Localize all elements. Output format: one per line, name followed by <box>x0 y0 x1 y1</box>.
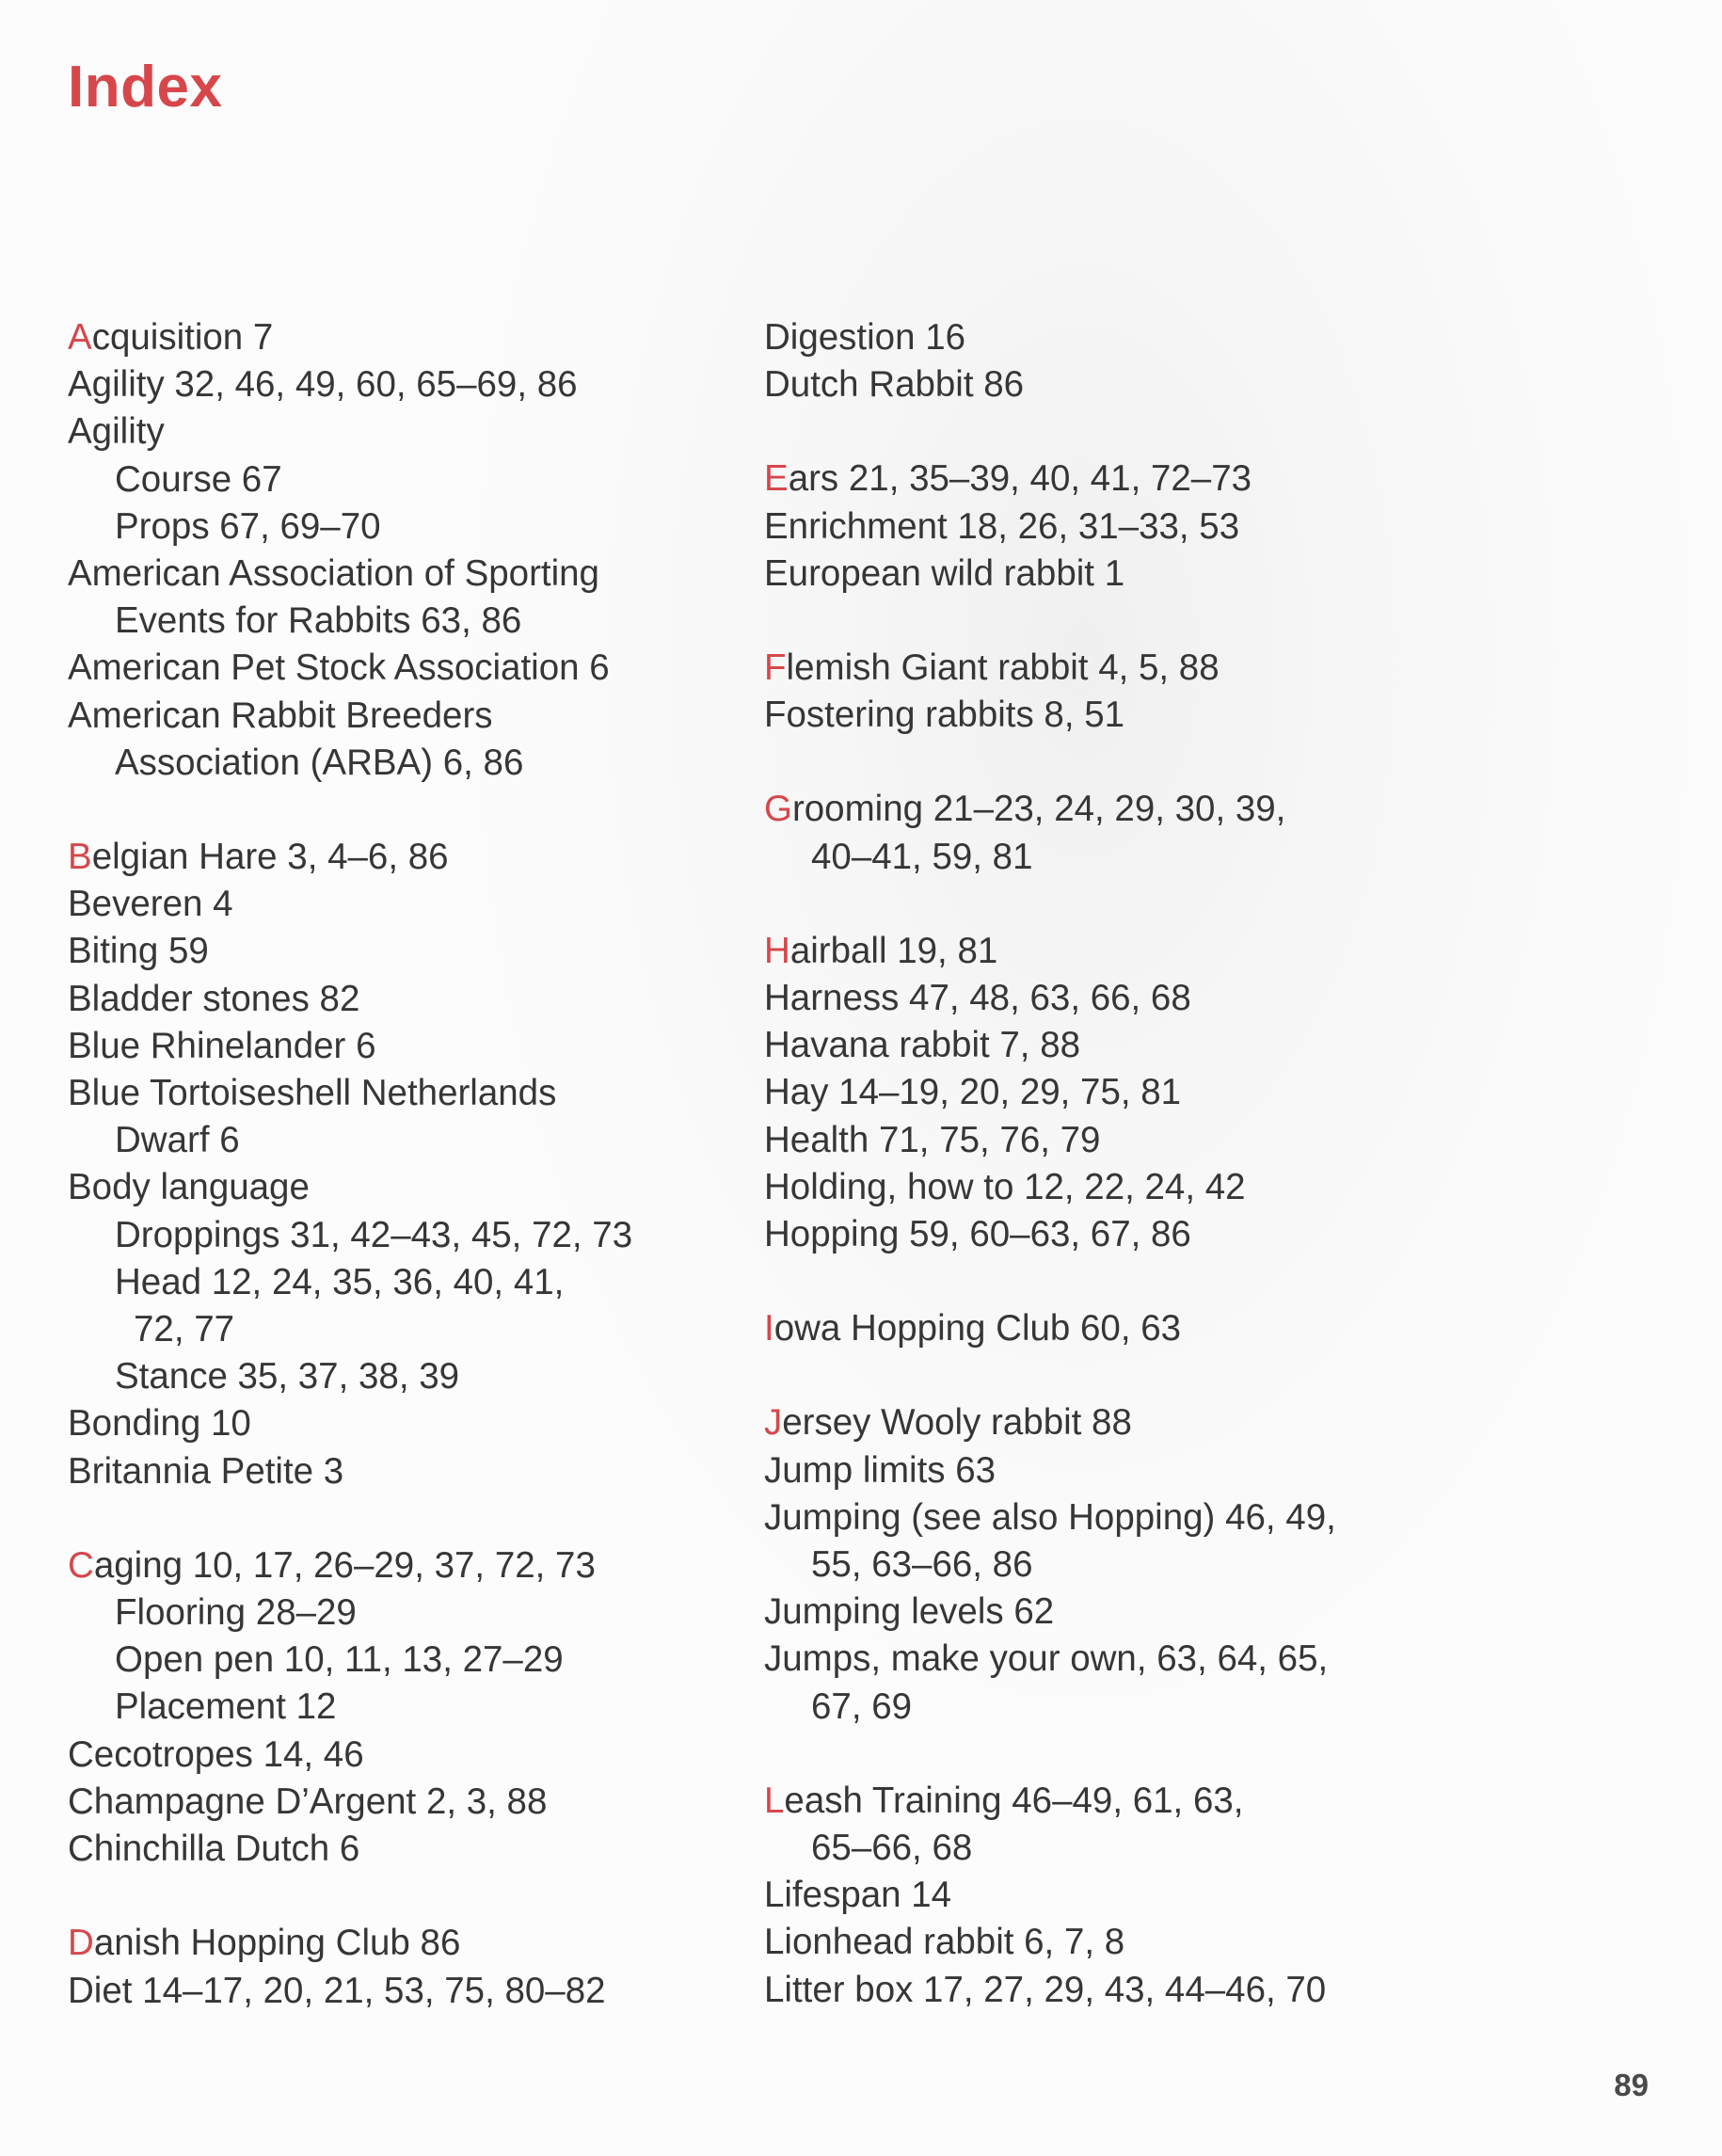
index-entry <box>764 455 1442 503</box>
index-entry-text: Props 67, 69–70 <box>115 505 381 547</box>
index-entry-continuation <box>68 1306 745 1353</box>
index-entry <box>68 976 745 1023</box>
index-entry <box>68 551 745 598</box>
index-entry-text: Jumping levels 62 <box>764 1591 1055 1633</box>
section-letter: G <box>764 789 792 830</box>
index-entry <box>764 314 1442 361</box>
index-entry-continuation <box>68 740 745 787</box>
index-letter-group <box>764 455 1442 598</box>
index-entry-text: Chinchilla Dutch 6 <box>68 1829 360 1870</box>
index-entry-text: 72, 77 <box>134 1309 235 1350</box>
index-entry <box>764 928 1442 975</box>
index-entry-text: Jumps, make your own, 63, 64, 65, <box>764 1638 1329 1680</box>
index-entry <box>764 361 1442 408</box>
index-entry <box>68 1542 745 1589</box>
index-entry <box>68 1400 745 1447</box>
index-entry <box>764 1399 1442 1446</box>
index-entry-text: American Rabbit Breeders <box>68 695 493 736</box>
index-entry-text: Dwarf 6 <box>115 1120 240 1161</box>
index-entry <box>68 361 745 408</box>
index-entry-continuation <box>68 1117 745 1164</box>
index-letter-group <box>764 314 1442 408</box>
index-entry-text: Dutch Rabbit 86 <box>764 364 1025 406</box>
index-entry-text: Britannia Petite 3 <box>68 1450 344 1492</box>
index-entry <box>68 1920 745 1967</box>
index-entry-text: Digestion 16 <box>764 317 966 358</box>
index-entry-text: elgian Hare 3, 4–6, 86 <box>91 837 449 878</box>
index-entry-text: Placement 12 <box>115 1686 337 1728</box>
index-entry-text: Jumping (see also Hopping) 46, 49, <box>764 1496 1336 1538</box>
index-subentry <box>68 1353 745 1400</box>
index-subentry <box>68 1259 745 1306</box>
section-letter: D <box>68 1923 94 1964</box>
index-entry-text: Flooring 28–29 <box>115 1592 357 1634</box>
index-entry-text: anish Hopping Club 86 <box>93 1923 461 1964</box>
index-entry <box>764 1069 1442 1116</box>
index-entry-text: Lifespan 14 <box>764 1875 952 1916</box>
index-entry <box>764 1022 1442 1069</box>
section-letter: F <box>764 647 787 689</box>
index-entry-text: 65–66, 68 <box>811 1828 973 1869</box>
index-entry-text: airball 19, 81 <box>789 930 998 971</box>
index-entry <box>68 1164 745 1211</box>
index-letter-group <box>764 645 1442 739</box>
index-entry <box>68 1826 745 1873</box>
index-entry-text: Fostering rabbits 8, 51 <box>764 695 1125 736</box>
index-entry <box>68 645 745 692</box>
index-entry <box>764 645 1442 692</box>
index-letter-group <box>764 786 1442 880</box>
section-letter: I <box>764 1308 774 1349</box>
index-entry <box>68 1023 745 1070</box>
index-entry-text: Agility 32, 46, 49, 60, 65–69, 86 <box>68 364 578 406</box>
index-letter-group <box>764 1778 1442 2014</box>
index-entry <box>764 1447 1442 1494</box>
index-entry-continuation <box>764 1541 1442 1589</box>
index-entry <box>764 786 1442 833</box>
index-entry-text: Blue Tortoiseshell Netherlands <box>68 1073 557 1114</box>
index-entry-text: Hopping 59, 60–63, 67, 86 <box>764 1214 1191 1255</box>
index-entry-text: Health 71, 75, 76, 79 <box>764 1119 1101 1160</box>
index-entry-text: Course 67 <box>115 458 282 500</box>
index-entry <box>764 1636 1442 1683</box>
index-entry <box>68 1070 745 1117</box>
section-letter: J <box>764 1402 783 1444</box>
index-entry-continuation <box>764 1684 1442 1731</box>
index-subentry <box>68 456 745 503</box>
index-entry-text: owa Hopping Club 60, 63 <box>773 1308 1182 1349</box>
index-entry-text: ersey Wooly rabbit 88 <box>782 1402 1132 1444</box>
index-entry-text: American Pet Stock Association 6 <box>68 647 610 689</box>
index-entry <box>764 1211 1442 1258</box>
section-letter: H <box>764 930 790 971</box>
index-subentry <box>68 503 745 551</box>
index-entry-continuation <box>68 598 745 645</box>
index-entry-text: Biting 59 <box>68 931 209 972</box>
index-entry <box>68 834 745 881</box>
index-letter-group <box>68 314 745 787</box>
index-entry <box>764 1164 1442 1211</box>
index-entry-text: eash Training 46–49, 61, 63, <box>784 1780 1244 1821</box>
section-letter: B <box>68 837 92 878</box>
index-entry-text: Association (ARBA) 6, 86 <box>115 742 524 783</box>
index-letter-group <box>68 1542 745 1873</box>
index-entry-text: Blue Rhinelander 6 <box>68 1025 376 1066</box>
index-entry-text: Agility <box>68 411 165 453</box>
index-entry <box>68 881 745 928</box>
index-entry-text: Head 12, 24, 35, 36, 40, 41, <box>115 1261 565 1302</box>
index-entry-text: Stance 35, 37, 38, 39 <box>115 1356 460 1397</box>
index-entry-text: ars 21, 35–39, 40, 41, 72–73 <box>788 458 1252 500</box>
index-entry <box>764 1967 1442 2014</box>
index-entry <box>764 1589 1442 1636</box>
index-subentry <box>68 1589 745 1637</box>
page-title: Index <box>68 55 223 120</box>
index-entry <box>68 314 745 361</box>
index-entry <box>764 1919 1442 1966</box>
index-letter-group <box>764 928 1442 1258</box>
index-entry <box>68 1732 745 1779</box>
section-letter: E <box>764 458 789 500</box>
index-entry-text: aging 10, 17, 26–29, 37, 72, 73 <box>93 1544 596 1586</box>
index-entry <box>764 1117 1442 1164</box>
index-column-left <box>68 314 745 2062</box>
index-entry-text: rooming 21–23, 24, 29, 30, 39, <box>791 789 1286 830</box>
index-entry <box>764 1305 1442 1352</box>
index-entry <box>764 1494 1442 1541</box>
index-letter-group <box>68 834 745 1495</box>
index-entry-text: Beveren 4 <box>68 884 233 925</box>
index-entry-text: Events for Rabbits 63, 86 <box>115 600 522 642</box>
index-entry-text: Champagne D’Argent 2, 3, 88 <box>68 1781 548 1822</box>
index-entry-text: Harness 47, 48, 63, 66, 68 <box>764 978 1191 1019</box>
index-column-right <box>764 314 1442 2061</box>
section-letter: C <box>68 1544 94 1586</box>
index-entry-text: cquisition 7 <box>91 317 274 358</box>
index-entry-text: Enrichment 18, 26, 31–33, 53 <box>764 505 1240 547</box>
index-entry-text: Holding, how to 12, 22, 24, 42 <box>764 1166 1246 1207</box>
section-letter: L <box>764 1780 785 1821</box>
index-entry <box>764 692 1442 739</box>
index-entry <box>764 1872 1442 1919</box>
index-entry-text: Diet 14–17, 20, 21, 53, 75, 80–82 <box>68 1970 606 2011</box>
index-entry-text: Cecotropes 14, 46 <box>68 1733 364 1775</box>
index-entry-text: 40–41, 59, 81 <box>811 836 1033 877</box>
index-entry-continuation <box>764 1825 1442 1872</box>
index-subentry <box>68 1637 745 1684</box>
index-entry-continuation <box>764 834 1442 881</box>
index-entry <box>68 1448 745 1495</box>
index-entry-text: Hay 14–19, 20, 29, 75, 81 <box>764 1072 1182 1113</box>
index-letter-group <box>68 1920 745 2014</box>
index-entry-text: 67, 69 <box>811 1685 913 1727</box>
index-entry <box>68 408 745 455</box>
index-entry <box>764 551 1442 598</box>
index-entry-text: Bladder stones 82 <box>68 978 360 1019</box>
index-subentry <box>68 1212 745 1259</box>
index-entry-text: Open pen 10, 11, 13, 27–29 <box>115 1639 564 1681</box>
index-letter-group <box>764 1399 1442 1730</box>
section-letter: A <box>68 317 92 358</box>
index-entry-text: 55, 63–66, 86 <box>811 1544 1033 1586</box>
index-entry <box>68 1779 745 1826</box>
index-entry <box>764 975 1442 1022</box>
index-entry-text: Litter box 17, 27, 29, 43, 44–46, 70 <box>764 1969 1327 2010</box>
index-subentry <box>68 1684 745 1731</box>
index-entry <box>68 928 745 975</box>
index-entry-text: Body language <box>68 1167 310 1208</box>
index-entry <box>764 503 1442 551</box>
index-entry-text: Havana rabbit 7, 88 <box>764 1025 1081 1066</box>
index-entry-text: Lionhead rabbit 6, 7, 8 <box>764 1922 1125 1963</box>
index-entry-text: lemish Giant rabbit 4, 5, 88 <box>786 647 1220 689</box>
page-number: 89 <box>1614 2068 1649 2102</box>
index-entry <box>764 1778 1442 1825</box>
index-entry-text: Bonding 10 <box>68 1403 251 1445</box>
index-entry <box>68 1968 745 2015</box>
index-entry-text: European wild rabbit 1 <box>764 552 1125 594</box>
index-entry-text: Droppings 31, 42–43, 45, 72, 73 <box>115 1214 633 1255</box>
index-entry <box>68 693 745 740</box>
index-letter-group <box>764 1305 1442 1352</box>
index-entry-text: American Association of Sporting <box>68 553 599 595</box>
index-entry-text: Jump limits 63 <box>764 1449 997 1491</box>
